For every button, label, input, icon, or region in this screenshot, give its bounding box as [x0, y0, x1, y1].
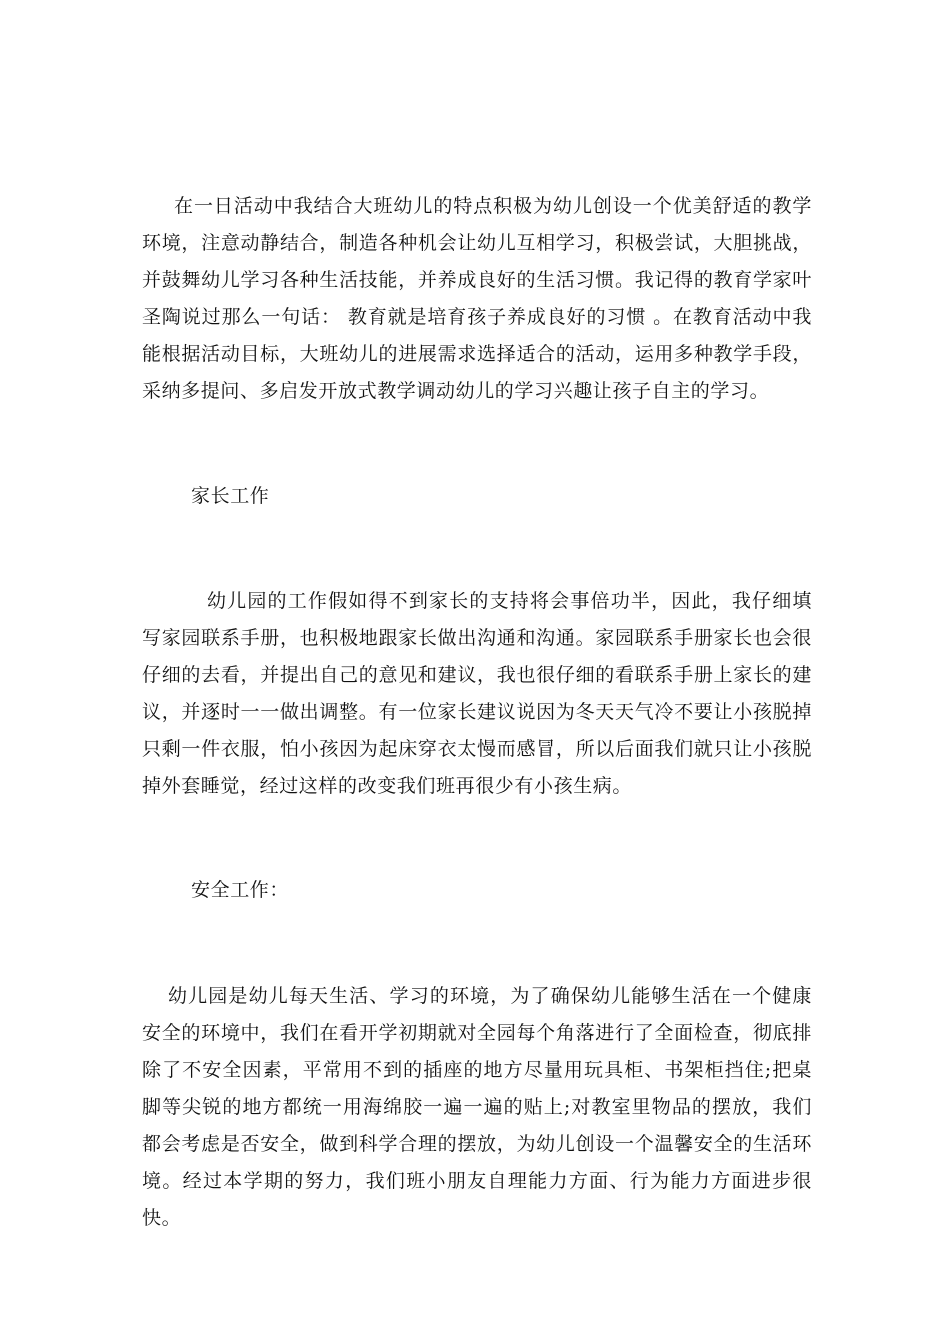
heading-parent-work: 家长工作: [191, 485, 270, 507]
paragraph-parent-communication: 幼儿园的工作假如得不到家长的支持将会事倍功半，因此，我仔细填写家园联系手册，也积极地跟家长做出沟通和沟通。家园联系手册家长也会很仔细的去看，并提出自己的意见和建议，我也很仔细的看联系手册上家长的建议，并逐时一一做出调整。有一位家长建议说因为冬天天气冷不要让小孩脱掉只剩一件衣服，怕小孩因为起床穿衣太慢而感冒，所以后面我们就只让小孩脱掉外套睡觉，经过这样的改变我们班再很少有小孩生病。: [142, 590, 812, 797]
paragraph-safety-measures: 幼儿园是幼儿每天生活、学习的环境，为了确保幼儿能够生活在一个健康安全的环境中，我们在看开学初期就对全园每个角落进行了全面检查，彻底排除了不安全因素，平常用不到的插座的地方尽量用玩具柜、书架柜挡住;把桌脚等尖锐的地方都统一用海绵胶一遍一遍的贴上;对教室里物品的摆放，我们都会考虑是否安全，做到科学合理的摆放，为幼儿创设一个温馨安全的生活环境。经过本学期的努力，我们班小朋友自理能力方面、行为能力方面进步很快。: [142, 985, 812, 1229]
paragraph-classroom-environment: 在一日活动中我结合大班幼儿的特点积极为幼儿创设一个优美舒适的教学环境，注意动静结合，制造各种机会让幼儿互相学习，积极尝试，大胆挑战，并鼓舞幼儿学习各种生活技能，并养成良好的生活习惯。我记得的教育学家叶圣陶说过那么一句话： 教育就是培育孩子养成良好的习惯 。在教育活动中我能根据活动目标，大班幼儿的进展需求选择适合的活动，运用多种教学手段，采纳多提问、多启发开放式教学调动幼儿的学习兴趣让孩子自主的学习。: [142, 195, 812, 402]
heading-safety-work: 安全工作：: [191, 879, 290, 901]
